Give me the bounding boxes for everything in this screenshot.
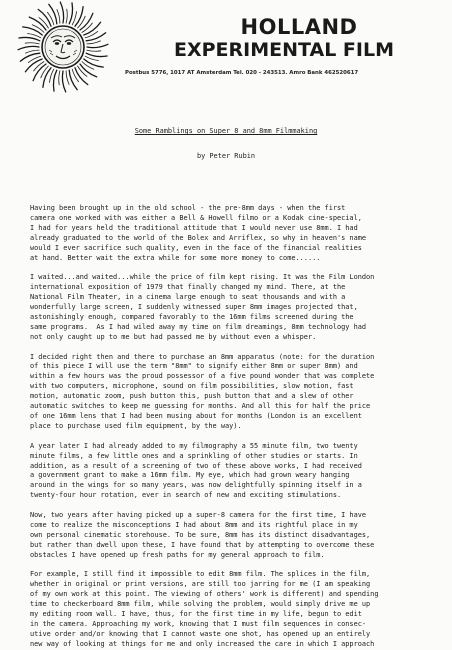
org-name-line-1: HOLLAND xyxy=(240,15,358,39)
sun-face-icon xyxy=(16,0,110,94)
letterhead-address: Postbus 5776, 1017 AT Amsterdam Tel. 020 - 243513. Amro Bank 462520617 xyxy=(125,70,359,76)
body-paragraph-5: Now, two years after having picked up a super-8 camera for the first time, I have come to realize the misconceptions I had about 8mm and its rightful place in my own personal cinematic storehouse. To be sure, 8mm has its distinct disadvantages, but rather than dwell upon these, I have found that by attempting to overcome these obstacles I have opened up fresh paths for my general approach to film. xyxy=(30,511,375,559)
body-paragraph-1: Having been brought up in the old school - the pre-8mm days - when the first camera one worked with was either a Bell & Howell filmo or a Kodak cine-special, I had for years held the traditional attitude that I would never use 8mm. I had already graduated to the world of the Bolex and Arriflex, so why in heaven's name would I ever sacrifice such quality, even in the face of the financial realities at hand. Better wait the extra while for some more money to come...... xyxy=(30,204,367,262)
body-paragraph-4: A year later I had already added to my filmography a 55 minute film, two twenty minute films, a few little ones and a sprinkling of other studies or starts. In addition, as a result of a screening of two of these above works, I had received a government grant to make a 16mm film. My eye, which had grown weary hanging around in the wings for so many years, was now delightfully spinning itself in a twenty-four hour rotation, ever in search of new and exciting stimulations. xyxy=(30,441,362,500)
sun-face-logo xyxy=(16,0,110,94)
org-name-line-2: EXPERIMENTAL FILM xyxy=(174,39,394,61)
document-title: Some Ramblings on Super 8 and 8mm Filmmaking xyxy=(134,127,318,135)
body-paragraph-3: I decided right then and there to purchase an 8mm apparatus (note: for the duration of this piece I will use the term "8mm" to signify either 8mm or super 8mm) and within a few hours was the proud possessor of a five pound wonder that was complete with two computers, microphone, sound on film possibilities, slow motion, fast motion, automatic zoom, push button this, push button that and a slew of other automatic switches to keep me guessing for months. And all this for half the price of one 16mm lens that I had been musing about for months (London is an excellent place to purchase used film equipment, by the way). xyxy=(30,352,375,430)
document-body xyxy=(30,204,442,650)
body-paragraph-2: I waited...and waited...while the price of film kept rising. It was the Film London international exposition of 1979 that finally changed my mind. There, at the National Film Theater, in a cinema large enough to seat thousands and with a wonderfully large screen, I suddenly witnessed super 8mm images projected that, astonishingly enough, compared favorably to the 16mm films screened during the same programs. As I had wiled away my time on film dreamings, 8mm technology had not only caught up to me but had passed me by without even a whisper. xyxy=(30,273,375,341)
author-byline: by Peter Rubin xyxy=(196,152,256,160)
body-paragraph-6: For example, I still find it impossible to edit 8mm film. The splices in the film, whether in original or print versions, are still too jarring for me (I am speaking of my own work at this point. The viewing of others' work is different) and spending time to checkerboard 8mm film, while solving the problem, would simply drive me up my editing room wall. I have, thus, for the first time in my life, begun to edit in the camera. Approaching my work, knowing that I must film sequences in consec- utive order and/or knowing that I cannot waste one shot, has opened up an entirely new way of looking at things for me and only increased the care in which I approach xyxy=(30,570,379,648)
